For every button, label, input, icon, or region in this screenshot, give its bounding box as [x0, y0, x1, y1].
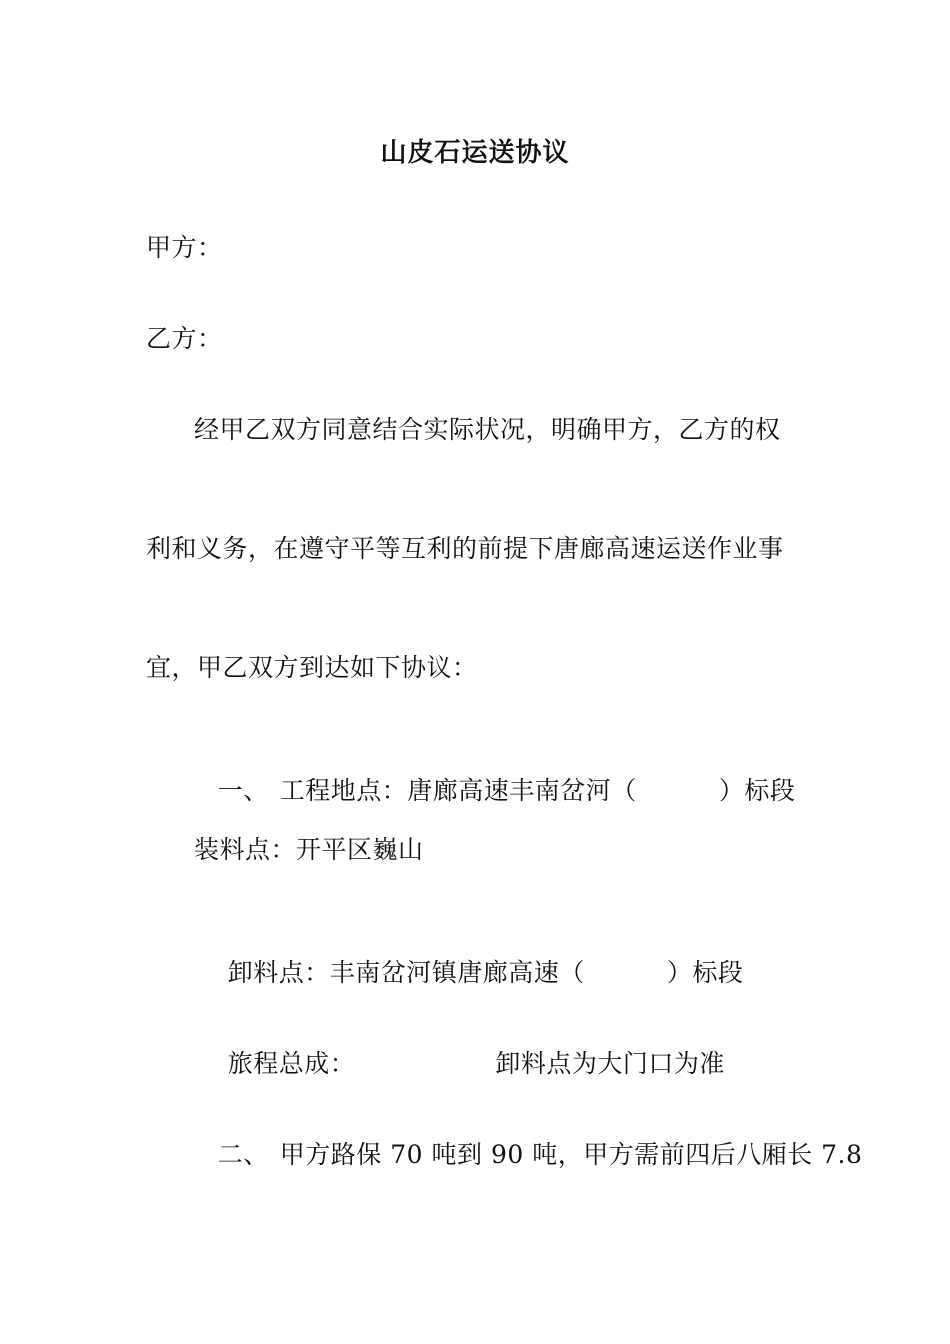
clause-1-number: 一、 — [217, 776, 269, 805]
clause-2-text: 甲方路保 70 吨到 90 吨，甲方需前四后八厢长 7.8 — [279, 1140, 863, 1169]
clause-2-number: 二、 — [217, 1140, 269, 1169]
clause-1 — [184, 743, 795, 839]
loading-point: 装料点：开平区巍山 — [194, 835, 424, 864]
party-b-label: 乙方： — [146, 324, 223, 353]
intro-paragraph-line-1: 经甲乙双方同意结合实际状况，明确甲方，乙方的权 — [194, 415, 781, 444]
unloading-point — [194, 925, 743, 1021]
distance-row — [194, 1016, 725, 1112]
intro-paragraph-line-2: 利和义务，在遵守平等互利的前提下唐廊高速运送作业事 — [146, 534, 784, 563]
document-title: 山皮石运送协议 — [380, 138, 570, 168]
unloading-point-text-b: ）标段 — [666, 958, 744, 987]
unloading-point-text-a: 卸料点：丰南岔河镇唐廊高速（ — [227, 958, 585, 987]
intro-paragraph-line-3: 宜，甲乙双方到达如下协议： — [146, 653, 478, 682]
clause-1-text-b: ）标段 — [718, 776, 796, 805]
distance-label: 旅程总成： — [227, 1049, 356, 1078]
clause-1-text-a: 工程地点：唐廊高速丰南岔河（ — [279, 776, 637, 805]
party-a-label: 甲方： — [146, 233, 223, 262]
clause-2 — [184, 1107, 862, 1203]
distance-note: 卸料点为大门口为准 — [495, 1049, 725, 1078]
